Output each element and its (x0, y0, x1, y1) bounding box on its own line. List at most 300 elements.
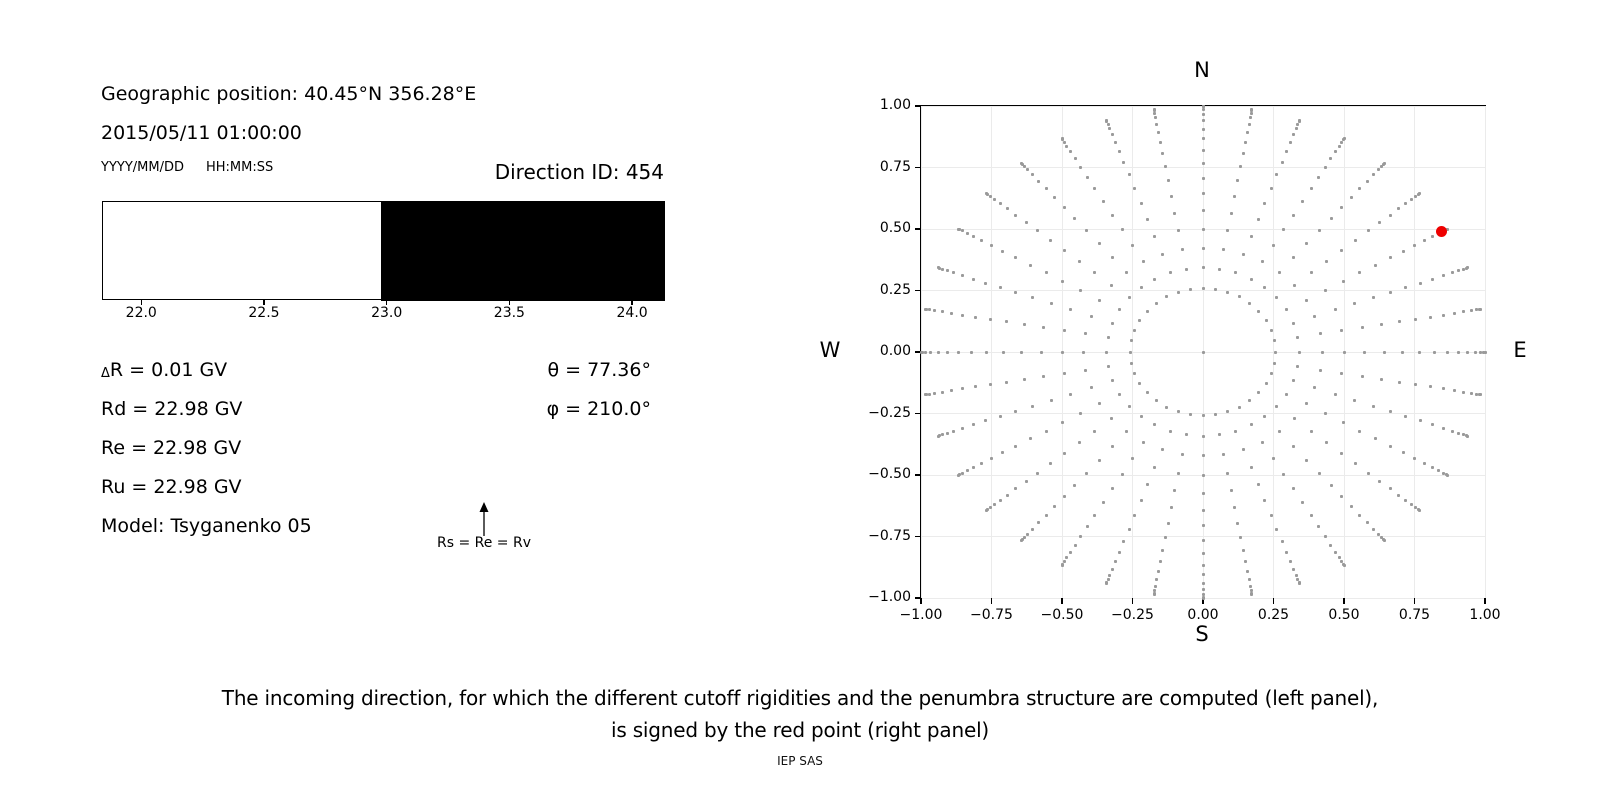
direction-grid-dot (1397, 494, 1400, 497)
direction-grid-dot (1246, 131, 1249, 134)
direction-grid-dot (1292, 322, 1295, 325)
direction-grid-dot (1153, 466, 1156, 469)
direction-grid-dot (1261, 441, 1264, 444)
direction-grid-dot (1442, 274, 1445, 277)
direction-grid-dot (946, 432, 949, 435)
direction-grid-dot (1202, 287, 1205, 290)
x-tick-label: 0.75 (1398, 607, 1431, 623)
direction-grid-dot (1389, 410, 1392, 413)
direction-grid-dot (1389, 487, 1392, 490)
direction-grid-dot (1321, 351, 1324, 354)
direction-grid-dot (1301, 200, 1304, 203)
direction-grid-dot (1289, 141, 1292, 144)
direction-grid-dot (952, 430, 955, 433)
direction-grid-dot (1146, 310, 1149, 313)
direction-grid-dot (1131, 244, 1134, 247)
direction-grid-dot (1354, 239, 1357, 242)
direction-grid-dot (1343, 351, 1346, 354)
direction-grid-dot (1249, 116, 1252, 119)
direction-grid-dot (957, 228, 960, 231)
direction-grid-dot (1397, 207, 1400, 210)
direction-grid-dot (924, 308, 927, 311)
direction-grid-dot (1133, 329, 1136, 332)
direction-grid-dot (1069, 393, 1072, 396)
direction-grid-dot (1114, 560, 1117, 563)
direction-grid-dot (1128, 405, 1131, 408)
direction-grid-dot (1167, 522, 1170, 525)
theta-value: θ = 77.36° (547, 359, 651, 381)
direction-grid-dot (1404, 202, 1407, 205)
direction-grid-dot (1353, 399, 1356, 402)
direction-grid-dot (1418, 351, 1421, 354)
direction-grid-dot (1069, 551, 1072, 554)
direction-grid-dot (1342, 421, 1345, 424)
direction-grid-dot (1153, 108, 1156, 111)
direction-grid-dot (1118, 308, 1121, 311)
direction-grid-dot (1140, 415, 1143, 418)
direction-grid-dot (1313, 386, 1316, 389)
direction-grid-dot (1296, 123, 1299, 126)
direction-grid-dot (1146, 218, 1149, 221)
direction-grid-dot (1295, 127, 1298, 130)
gridline-horizontal (921, 290, 1485, 291)
direction-grid-dot (1319, 369, 1322, 372)
direction-grid-dot (1292, 487, 1295, 490)
delta-r-text: R = 0.01 GV (109, 359, 228, 381)
direction-grid-dot (1431, 466, 1434, 469)
direction-grid-dot (1239, 165, 1242, 168)
direction-grid-dot (1446, 474, 1449, 477)
direction-grid-dot (1121, 228, 1124, 231)
direction-grid-dot (1418, 192, 1421, 195)
direction-grid-dot (1470, 309, 1473, 312)
direction-grid-dot (1098, 459, 1101, 462)
direction-grid-dot (1202, 564, 1205, 567)
y-tick-label: 0.00 (879, 343, 911, 359)
direction-grid-dot (1429, 316, 1432, 319)
direction-grid-dot (1257, 218, 1260, 221)
direction-grid-dot (1005, 320, 1008, 323)
direction-grid-dot (1025, 480, 1028, 483)
direction-grid-dot (1236, 522, 1239, 525)
direction-grid-dot (1354, 462, 1357, 465)
direction-grid-dot (1404, 415, 1407, 418)
direction-grid-dot (1413, 244, 1416, 247)
direction-grid-dot (1063, 329, 1066, 332)
direction-grid-dot (1292, 379, 1295, 382)
direction-grid-dot (1389, 291, 1392, 294)
direction-grid-dot (929, 351, 932, 354)
direction-grid-dot (1042, 375, 1045, 378)
x-tick-label: 1.00 (1469, 607, 1501, 623)
direction-grid-dot (1107, 365, 1110, 368)
direction-grid-dot (1457, 432, 1460, 435)
y-tick-label: 0.25 (879, 281, 911, 298)
x-tick-label: 0.25 (1257, 607, 1290, 623)
direction-grid-dot (1250, 108, 1253, 111)
direction-grid-dot (928, 308, 931, 311)
y-tick-label: −0.25 (868, 404, 911, 421)
direction-grid-dot (1248, 302, 1251, 305)
direction-grid-dot (1165, 295, 1168, 298)
direction-grid-dot (990, 244, 993, 247)
direction-grid-dot (1298, 582, 1301, 585)
direction-grid-dot (937, 435, 940, 438)
direction-grid-dot (989, 383, 992, 386)
direction-grid-dot (1292, 568, 1295, 571)
direction-grid-dot (1189, 288, 1192, 291)
direction-grid-dot (1061, 351, 1064, 354)
direction-grid-dot (1413, 457, 1416, 460)
direction-grid-dot (1361, 375, 1364, 378)
direction-grid-dot (1181, 453, 1184, 456)
direction-grid-dot (1061, 421, 1064, 424)
direction-grid-dot (1177, 229, 1180, 232)
direction-grid-dot (1154, 116, 1157, 119)
direction-grid-dot (1442, 387, 1445, 390)
direction-grid-dot (1366, 180, 1369, 183)
y-tick (915, 474, 921, 476)
direction-grid-dot (1301, 501, 1304, 504)
direction-grid-dot (1037, 521, 1040, 524)
direction-grid-dot (1202, 552, 1205, 555)
east-label: E (1513, 338, 1527, 362)
x-tick (1132, 598, 1134, 604)
direction-grid-dot (1140, 202, 1143, 205)
direction-grid-dot (1410, 198, 1413, 201)
direction-grid-dot (1453, 312, 1456, 315)
direction-grid-dot (1153, 593, 1156, 596)
direction-grid-dot (1479, 393, 1482, 396)
direction-grid-dot (1442, 427, 1445, 430)
direction-grid-dot (950, 389, 953, 392)
x-tick-label: 24.0 (616, 305, 648, 321)
datetime-text: 2015/05/11 01:00:00 (101, 122, 302, 144)
direction-grid-dot (1366, 521, 1369, 524)
direction-grid-dot (1006, 494, 1009, 497)
y-tick-label: 0.50 (879, 220, 911, 236)
direction-grid-dot (1074, 157, 1077, 160)
direction-grid-dot (1130, 362, 1133, 365)
direction-grid-dot (1250, 593, 1253, 596)
direction-grid-dot (1155, 578, 1158, 581)
direction-grid-dot (989, 195, 992, 198)
direction-grid-dot (993, 503, 996, 506)
direction-grid-dot (1202, 582, 1205, 585)
direction-grid-dot (1389, 256, 1392, 259)
direction-grid-dot (1001, 451, 1004, 454)
direction-grid-dot (1367, 472, 1370, 475)
direction-grid-dot (1128, 173, 1131, 176)
direction-grid-dot (966, 232, 969, 235)
direction-grid-dot (1078, 260, 1081, 263)
direction-grid-dot (1049, 239, 1052, 242)
direction-grid-dot (993, 198, 996, 201)
direction-grid-dot (1214, 413, 1217, 416)
direction-grid-dot (1273, 362, 1276, 365)
direction-grid-dot (1161, 448, 1164, 451)
direction-grid-dot (924, 393, 927, 396)
direction-grid-dot (1025, 221, 1028, 224)
direction-grid-dot (1358, 514, 1361, 517)
x-tick (991, 598, 993, 604)
direction-grid-dot (1031, 528, 1034, 531)
direction-grid-dot (1257, 310, 1260, 313)
direction-grid-dot (1292, 256, 1295, 259)
direction-grid-dot (1111, 568, 1114, 571)
direction-grid-dot (1248, 578, 1251, 581)
direction-grid-dot (1014, 291, 1017, 294)
direction-grid-dot (1001, 250, 1004, 253)
direction-grid-dot (1014, 214, 1017, 217)
direction-grid-dot (1242, 152, 1245, 155)
direction-grid-dot (1338, 556, 1341, 559)
direction-grid-dot (1173, 489, 1176, 492)
x-tick (1484, 598, 1486, 604)
direction-grid-dot (980, 239, 983, 242)
direction-grid-dot (1031, 405, 1034, 408)
direction-grid-dot (1020, 351, 1023, 354)
direction-grid-dot (961, 274, 964, 277)
direction-grid-dot (1242, 549, 1245, 552)
direction-grid-dot (1334, 393, 1337, 396)
direction-grid-dot (1159, 141, 1162, 144)
model-label: Model: Tsyganenko 05 (101, 515, 312, 537)
direction-grid-dot (1037, 180, 1040, 183)
direction-grid-dot (1133, 514, 1136, 517)
direction-grid-dot (1250, 423, 1253, 426)
x-tick (1273, 598, 1275, 604)
direction-grid-dot (1140, 499, 1143, 502)
direction-grid-dot (1466, 266, 1469, 269)
direction-grid-dot (1159, 560, 1162, 563)
direction-grid-dot (1263, 202, 1266, 205)
direction-grid-dot (1121, 473, 1124, 476)
direction-grid-dot (1153, 423, 1156, 426)
direction-grid-dot (1431, 423, 1434, 426)
direction-grid-dot (1214, 288, 1217, 291)
delta-symbol: Δ (101, 366, 110, 381)
direction-grid-dot (1319, 332, 1322, 335)
direction-grid-dot (1086, 176, 1089, 179)
direction-grid-dot (1233, 506, 1236, 509)
direction-grid-dot (1014, 256, 1017, 259)
direction-grid-dot (1122, 161, 1125, 164)
y-tick (915, 413, 921, 415)
direction-grid-dot (1414, 318, 1417, 321)
direction-grid-dot (1342, 280, 1345, 283)
direction-grid-dot (1202, 509, 1205, 512)
direction-grid-dot (1170, 506, 1173, 509)
direction-grid-dot (1423, 462, 1426, 465)
direction-grid-dot (1045, 514, 1048, 517)
direction-grid-dot (1036, 229, 1039, 232)
direction-grid-dot (1084, 369, 1087, 372)
direction-grid-dot (1296, 365, 1299, 368)
direction-grid-dot (1202, 177, 1205, 180)
direction-grid-dot (1374, 437, 1377, 440)
direction-grid-dot (1140, 286, 1143, 289)
direction-grid-dot (1429, 385, 1432, 388)
direction-grid-dot (928, 393, 931, 396)
direction-grid-dot (1372, 405, 1375, 408)
direction-grid-dot (1446, 351, 1449, 354)
penumbra-bar (102, 201, 664, 300)
y-tick-label: −1.00 (868, 589, 911, 605)
direction-grid-dot (1350, 196, 1353, 199)
direction-grid-dot (1110, 284, 1113, 287)
y-tick (915, 536, 921, 538)
direction-grid-dot (999, 286, 1002, 289)
direction-grid-dot (1125, 271, 1128, 274)
direction-grid-dot (1093, 430, 1096, 433)
direction-grid-dot (961, 314, 964, 317)
direction-grid-dot (937, 266, 940, 269)
direction-grid-dot (1292, 445, 1295, 448)
direction-grid-dot (1202, 524, 1205, 527)
direction-grid-dot (1453, 389, 1456, 392)
direction-grid-dot (1202, 105, 1205, 108)
penumbra-forbidden-band (381, 201, 665, 301)
direction-grid-dot (1380, 323, 1383, 326)
gridline-horizontal (921, 167, 1485, 168)
direction-grid-dot (1248, 399, 1251, 402)
direction-grid-dot (1265, 382, 1268, 385)
geo-position-text: Geographic position: 40.45°N 356.28°E (101, 83, 477, 105)
direction-grid-dot (1084, 332, 1087, 335)
direction-grid-dot (1222, 453, 1225, 456)
direction-grid-dot (1367, 229, 1370, 232)
rd-value: Rd = 22.98 GV (101, 398, 243, 420)
direction-grid-dot (1285, 308, 1288, 311)
y-tick-label: 0.75 (879, 158, 911, 175)
direction-grid-dot (1202, 113, 1205, 116)
direction-grid-dot (1079, 166, 1082, 169)
direction-grid-dot (961, 472, 964, 475)
direction-grid-dot (1023, 323, 1026, 326)
direction-grid-dot (1029, 437, 1032, 440)
direction-grid-dot (1270, 187, 1273, 190)
direction-grid-dot (972, 423, 975, 426)
direction-grid-dot (1285, 551, 1288, 554)
direction-grid-dot (1053, 505, 1056, 508)
y-tick (915, 228, 921, 230)
gridline-horizontal (921, 536, 1485, 537)
direction-grid-dot (1398, 381, 1401, 384)
direction-grid-dot (1093, 187, 1096, 190)
direction-grid-dot (1177, 291, 1180, 294)
rigidity-annotation: Rs = Re = Rv (436, 535, 531, 551)
x-tick-label: 0.50 (1328, 607, 1360, 623)
direction-grid-dot (1372, 296, 1375, 299)
direction-grid-dot (1263, 499, 1266, 502)
direction-grid-dot (937, 351, 940, 354)
direction-grid-dot (946, 269, 949, 272)
direction-grid-dot (1202, 597, 1205, 600)
direction-grid-dot (1402, 250, 1405, 253)
direction-grid-dot (1295, 574, 1298, 577)
direction-grid-dot (1177, 472, 1180, 475)
direction-grid-dot (1189, 413, 1192, 416)
south-label: S (1195, 622, 1209, 646)
direction-grid-dot (1275, 528, 1278, 531)
direction-grid-dot (1222, 248, 1225, 251)
direction-grid-dot (1202, 414, 1205, 417)
direction-grid-dot (1086, 525, 1089, 528)
direction-grid-dot (1389, 445, 1392, 448)
direction-grid-dot (1361, 326, 1364, 329)
direction-grid-dot (1378, 480, 1381, 483)
direction-grid-dot (1218, 433, 1221, 436)
direction-grid-dot (1069, 150, 1072, 153)
direction-grid-dot (1325, 260, 1328, 263)
direction-grid-dot (1036, 472, 1039, 475)
direction-grid-dot (1292, 133, 1295, 136)
x-tick-label: 0.00 (1187, 607, 1219, 623)
direction-grid-dot (1078, 441, 1081, 444)
direction-grid-dot (1063, 249, 1066, 252)
direction-grid-dot (1202, 128, 1205, 131)
direction-plot (868, 97, 1501, 623)
direction-grid-dot (999, 202, 1002, 205)
direction-grid-dot (1401, 351, 1404, 354)
x-tick-label: 22.5 (248, 305, 280, 321)
direction-grid-dot (1164, 165, 1167, 168)
direction-grid-dot (1378, 221, 1381, 224)
y-tick-label: −0.75 (868, 527, 911, 544)
x-tick-label: −0.75 (970, 607, 1013, 623)
red-point (1436, 226, 1447, 237)
direction-grid-dot (1249, 585, 1252, 588)
direction-grid-dot (1338, 145, 1341, 148)
direction-grid-dot (1050, 302, 1053, 305)
direction-grid-dot (1285, 393, 1288, 396)
direction-grid-dot (1293, 417, 1296, 420)
direction-grid-dot (941, 433, 944, 436)
direction-grid-dot (1061, 564, 1064, 567)
direction-grid-dot (1155, 302, 1158, 305)
direction-grid-dot (1372, 528, 1375, 531)
direction-grid-dot (924, 351, 927, 354)
direction-grid-dot (1324, 412, 1327, 415)
direction-grid-dot (1167, 179, 1170, 182)
west-label: W (819, 338, 841, 362)
direction-grid-dot (1128, 296, 1131, 299)
direction-grid-dot (1457, 351, 1460, 354)
direction-grid-dot (1020, 539, 1023, 542)
direction-grid-dot (1138, 382, 1141, 385)
direction-grid-dot (941, 268, 944, 271)
direction-grid-dot (1063, 372, 1066, 375)
direction-grid-dot (1098, 402, 1101, 405)
direction-grid-dot (1257, 483, 1260, 486)
direction-grid-dot (1098, 242, 1101, 245)
direction-grid-dot (933, 392, 936, 395)
x-tick-label: 23.0 (371, 305, 403, 321)
direction-grid-dot (1181, 248, 1184, 251)
direction-grid-dot (1263, 415, 1266, 418)
x-tick-label: 23.5 (493, 305, 525, 321)
direction-grid-dot (1093, 514, 1096, 517)
direction-grid-dot (1265, 319, 1268, 322)
direction-grid-dot (989, 506, 992, 509)
direction-grid-dot (1410, 503, 1413, 506)
direction-grid-dot (1155, 123, 1158, 126)
direction-grid-dot (1236, 179, 1239, 182)
direction-grid-dot (1246, 570, 1249, 573)
direction-grid-dot (1272, 244, 1275, 247)
direction-grid-dot (1474, 351, 1477, 354)
